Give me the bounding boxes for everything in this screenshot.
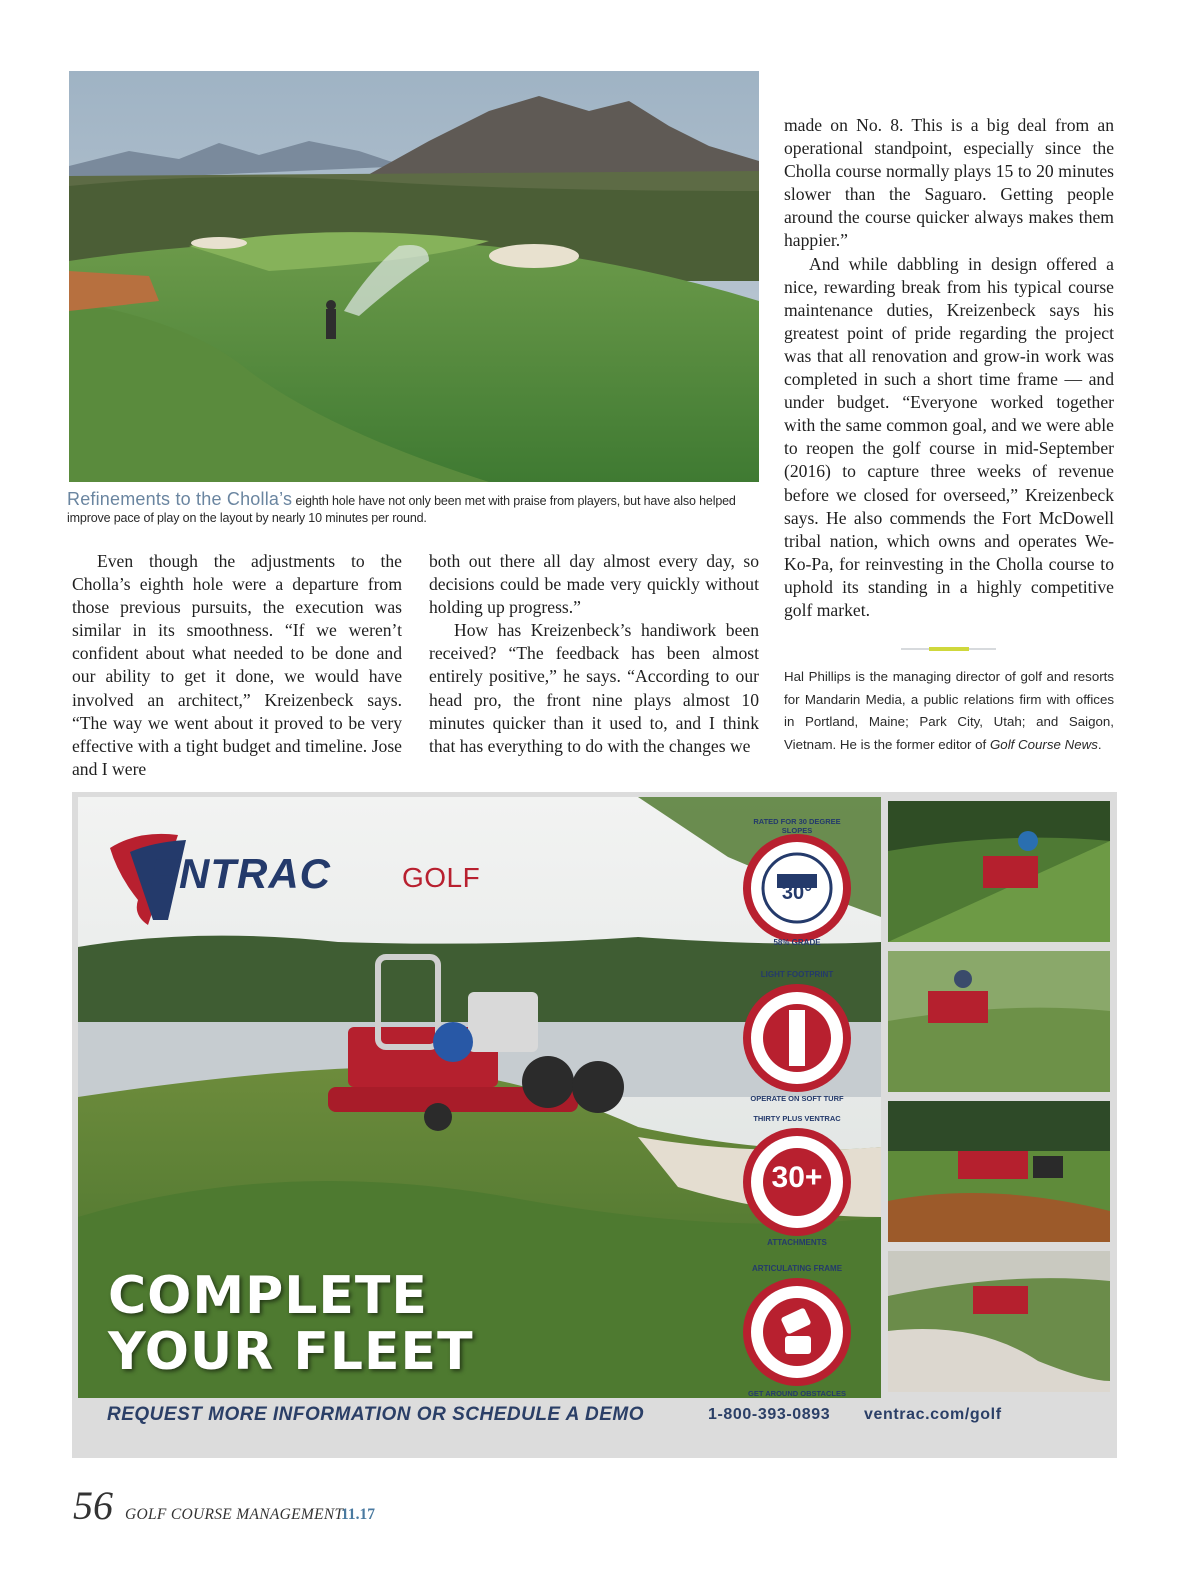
badge-3-bottom: ATTACHMENTS [767, 1238, 827, 1247]
headline-line-1: COMPLETE [108, 1266, 428, 1326]
page-number: 56 [73, 1483, 113, 1528]
article-column-1 [72, 550, 402, 781]
badge-1-top: RATED FOR 30 DEGREE SLOPES [753, 817, 841, 835]
bio-text: Hal Phillips is the managing director of golf and resorts for Mandarin Media, a public relations firm with offices in Portland, Maine; Park City, Utah; and Saigon, Vietnam. He is the former editor of [784, 669, 1114, 752]
article-column-2 [429, 550, 759, 758]
ad-thumb-leaf-collection [888, 1101, 1110, 1242]
badge-4-bottom: GET AROUND OBSTACLES [748, 1389, 846, 1398]
ad-call-to-action[interactable]: REQUEST MORE INFORMATION OR SCHEDULE A DEMO [107, 1404, 644, 1425]
badge-light-footprint [741, 982, 853, 1094]
paragraph: made on No. 8. This is a big deal from an operational standpoint, especially since the Cholla course normally plays 15 to 20 minutes slower than the Saguaro. Getting people around the course quicker always makes them happier.” [784, 115, 1114, 251]
badge-2-top: LIGHT FOOTPRINT [760, 970, 834, 979]
issue-date: 11.17 [341, 1506, 376, 1523]
brand-name: ENTRAC [150, 850, 331, 897]
brand-golf: GOLF [402, 862, 481, 893]
badge-2-bottom: OPERATE ON SOFT TURF [750, 1094, 844, 1103]
paragraph: Even though the adjustments to the Cholla’s eighth hole were a departure from those previous pursuits, the execution was similar in its smoothness. “If we weren’t confident about what needed to be done and our ability to get it done, we would have involved an architect,” Kreizenbeck says. “The way we went about it proved to be very effective with a tight budget and timeline. Jose and I were [72, 551, 402, 779]
article-column-3 [784, 114, 1114, 622]
bio-end: . [1097, 736, 1102, 752]
golf-course-photo [69, 71, 759, 482]
badge-attachments-value: 30+ [771, 1161, 823, 1194]
badge-articulating-frame [741, 1276, 853, 1388]
ad-headline [108, 1268, 474, 1380]
badge-4-top: ARTICULATING FRAME [751, 1264, 843, 1273]
publication-name: GOLF COURSE MANAGEMENT [125, 1506, 344, 1523]
ad-thumb-rough-mowing [888, 951, 1110, 1092]
headline-line-2: YOUR FLEET [108, 1322, 474, 1382]
divider-accent [929, 647, 969, 651]
paragraph: And while dabbling in design offered a nice, rewarding break from his typical course maintenance duties, Kreizenbeck says his greatest point of pride regarding the project was that all renovation and grow-in work was completed in such a short time frame — and under budget. “Everyone worked together with the same common goal, and we were able to reopen the golf course in mid-September (2016) to capture three weeks of revenue before we closed for overseed,” Kreizenbeck says. He also commends the Fort McDowell tribal nation, which owns and operates We-Ko-Pa, for reinvesting in the Cholla course to uphold its standing in a highly competitive golf market. [784, 253, 1114, 620]
badge-slope-value: 30° [781, 882, 813, 904]
bio-publication: Golf Course News [989, 736, 1098, 752]
ad-thumb-slope-mowing [888, 801, 1110, 942]
photo-caption [67, 491, 757, 527]
paragraph: How has Kreizenbeck’s handiwork been received? “The feedback has been almost entirely positive,” he says. “According to our head pro, the front nine plays almost 10 minutes quicker than it used to, and I think that has everything to do with the changes we [429, 620, 759, 756]
caption-text: eighth hole have not only been met with praise from players, but have also helped improve pace of play on the layout by nearly 10 minutes per round. [67, 494, 736, 525]
badge-3-top: THIRTY PLUS VENTRAC [753, 1114, 841, 1123]
caption-lead: Refinements to the Cholla’s [67, 489, 293, 509]
badge-1-bottom: 58% GRADE [773, 938, 821, 947]
author-bio [784, 666, 1114, 756]
paragraph: both out there all day almost every day, so decisions could be made very quickly without holding up progress.” [429, 551, 759, 618]
ad-url-link[interactable]: ventrac.com/golf [864, 1406, 1002, 1423]
ad-thumb-bunker-edging [888, 1251, 1110, 1392]
ad-phone[interactable]: 1-800-393-0893 [708, 1406, 831, 1423]
